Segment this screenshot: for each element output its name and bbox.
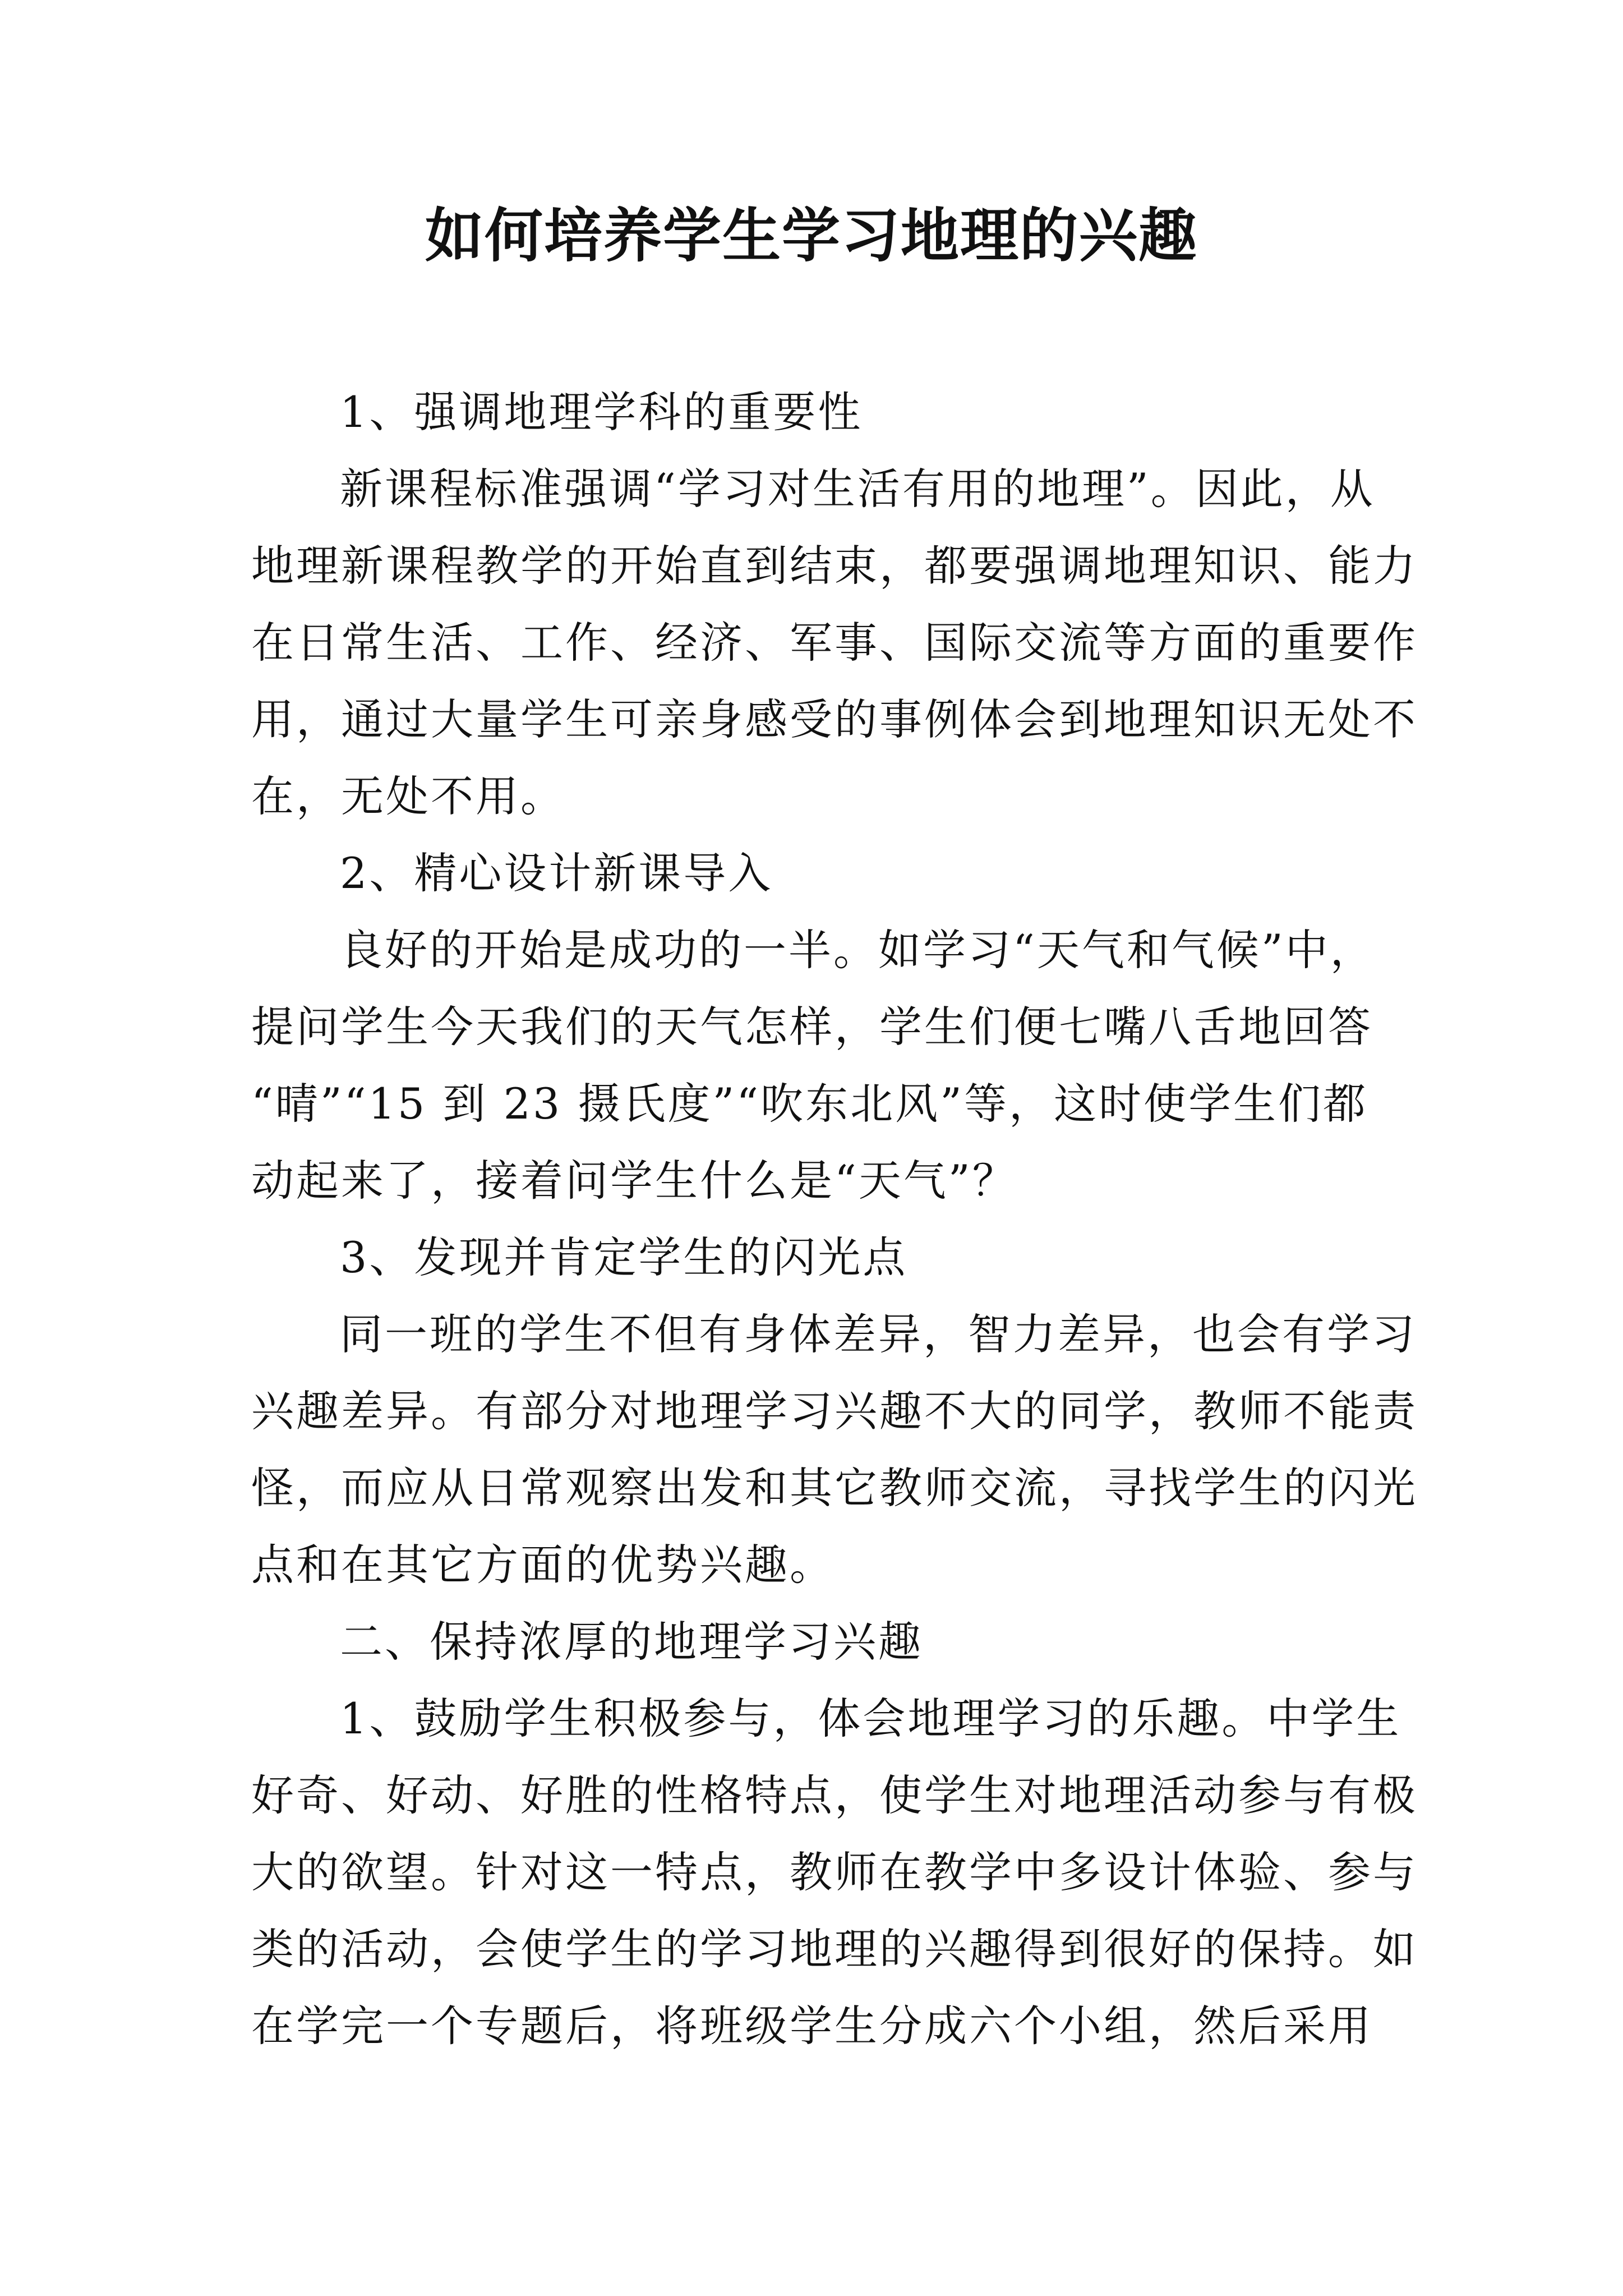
paragraph-line: 怪，而应从日常观察出发和其它教师交流，寻找学生的闪光 bbox=[251, 1463, 1418, 1513]
paragraph-line: 新课程标准强调“学习对生活有用的地理”。因此，从 bbox=[340, 464, 1375, 514]
section-heading: 2、精心设计新课导入 bbox=[340, 848, 773, 898]
paragraph-line: 类的活动，会使学生的学习地理的兴趣得到很好的保持。如 bbox=[251, 1924, 1418, 1974]
paragraph-line: 在，无处不用。 bbox=[251, 771, 565, 821]
paragraph-line: 1、鼓励学生积极参与，体会地理学习的乐趣。中学生 bbox=[340, 1694, 1401, 1743]
section-heading: 二、保持浓厚的地理学习兴趣 bbox=[340, 1617, 923, 1667]
paragraph-line: “晴”“15 到 23 摄氏度”“吹东北风”等，这时使学生们都 bbox=[251, 1079, 1368, 1129]
document-body bbox=[251, 374, 1418, 2064]
paragraph-line: 提问学生今天我们的天气怎样，学生们便七嘴八舌地回答 bbox=[251, 1002, 1373, 1052]
paragraph-line: 用，通过大量学生可亲身感受的事例体会到地理知识无处不 bbox=[251, 694, 1418, 744]
paragraph-line: 大的欲望。针对这一特点，教师在教学中多设计体验、参与 bbox=[251, 1847, 1418, 1897]
paragraph-line: 良好的开始是成功的一半。如学习“天气和气候”中， bbox=[340, 925, 1375, 975]
paragraph-line: 好奇、好动、好胜的性格特点，使学生对地理活动参与有极 bbox=[251, 1770, 1418, 1820]
paragraph-line: 同一班的学生不但有身体差异，智力差异，也会有学习 bbox=[340, 1309, 1417, 1359]
paragraph-line: 地理新课程教学的开始直到结束，都要强调地理知识、能力 bbox=[251, 541, 1418, 591]
paragraph-line: 动起来了，接着问学生什么是“天气”？ bbox=[251, 1156, 1017, 1205]
section-heading: 3、发现并肯定学生的闪光点 bbox=[340, 1232, 908, 1282]
paragraph-line: 在学完一个专题后，将班级学生分成六个小组，然后采用 bbox=[251, 2001, 1373, 2051]
page-title: 如何培养学生学习地理的兴趣 bbox=[425, 201, 1198, 270]
paragraph-line: 兴趣差异。有部分对地理学习兴趣不大的同学，教师不能责 bbox=[251, 1386, 1418, 1436]
section-heading: 1、强调地理学科的重要性 bbox=[340, 387, 863, 437]
paragraph-line: 在日常生活、工作、经济、军事、国际交流等方面的重要作 bbox=[251, 618, 1418, 668]
paragraph-line: 点和在其它方面的优势兴趣。 bbox=[251, 1540, 834, 1590]
